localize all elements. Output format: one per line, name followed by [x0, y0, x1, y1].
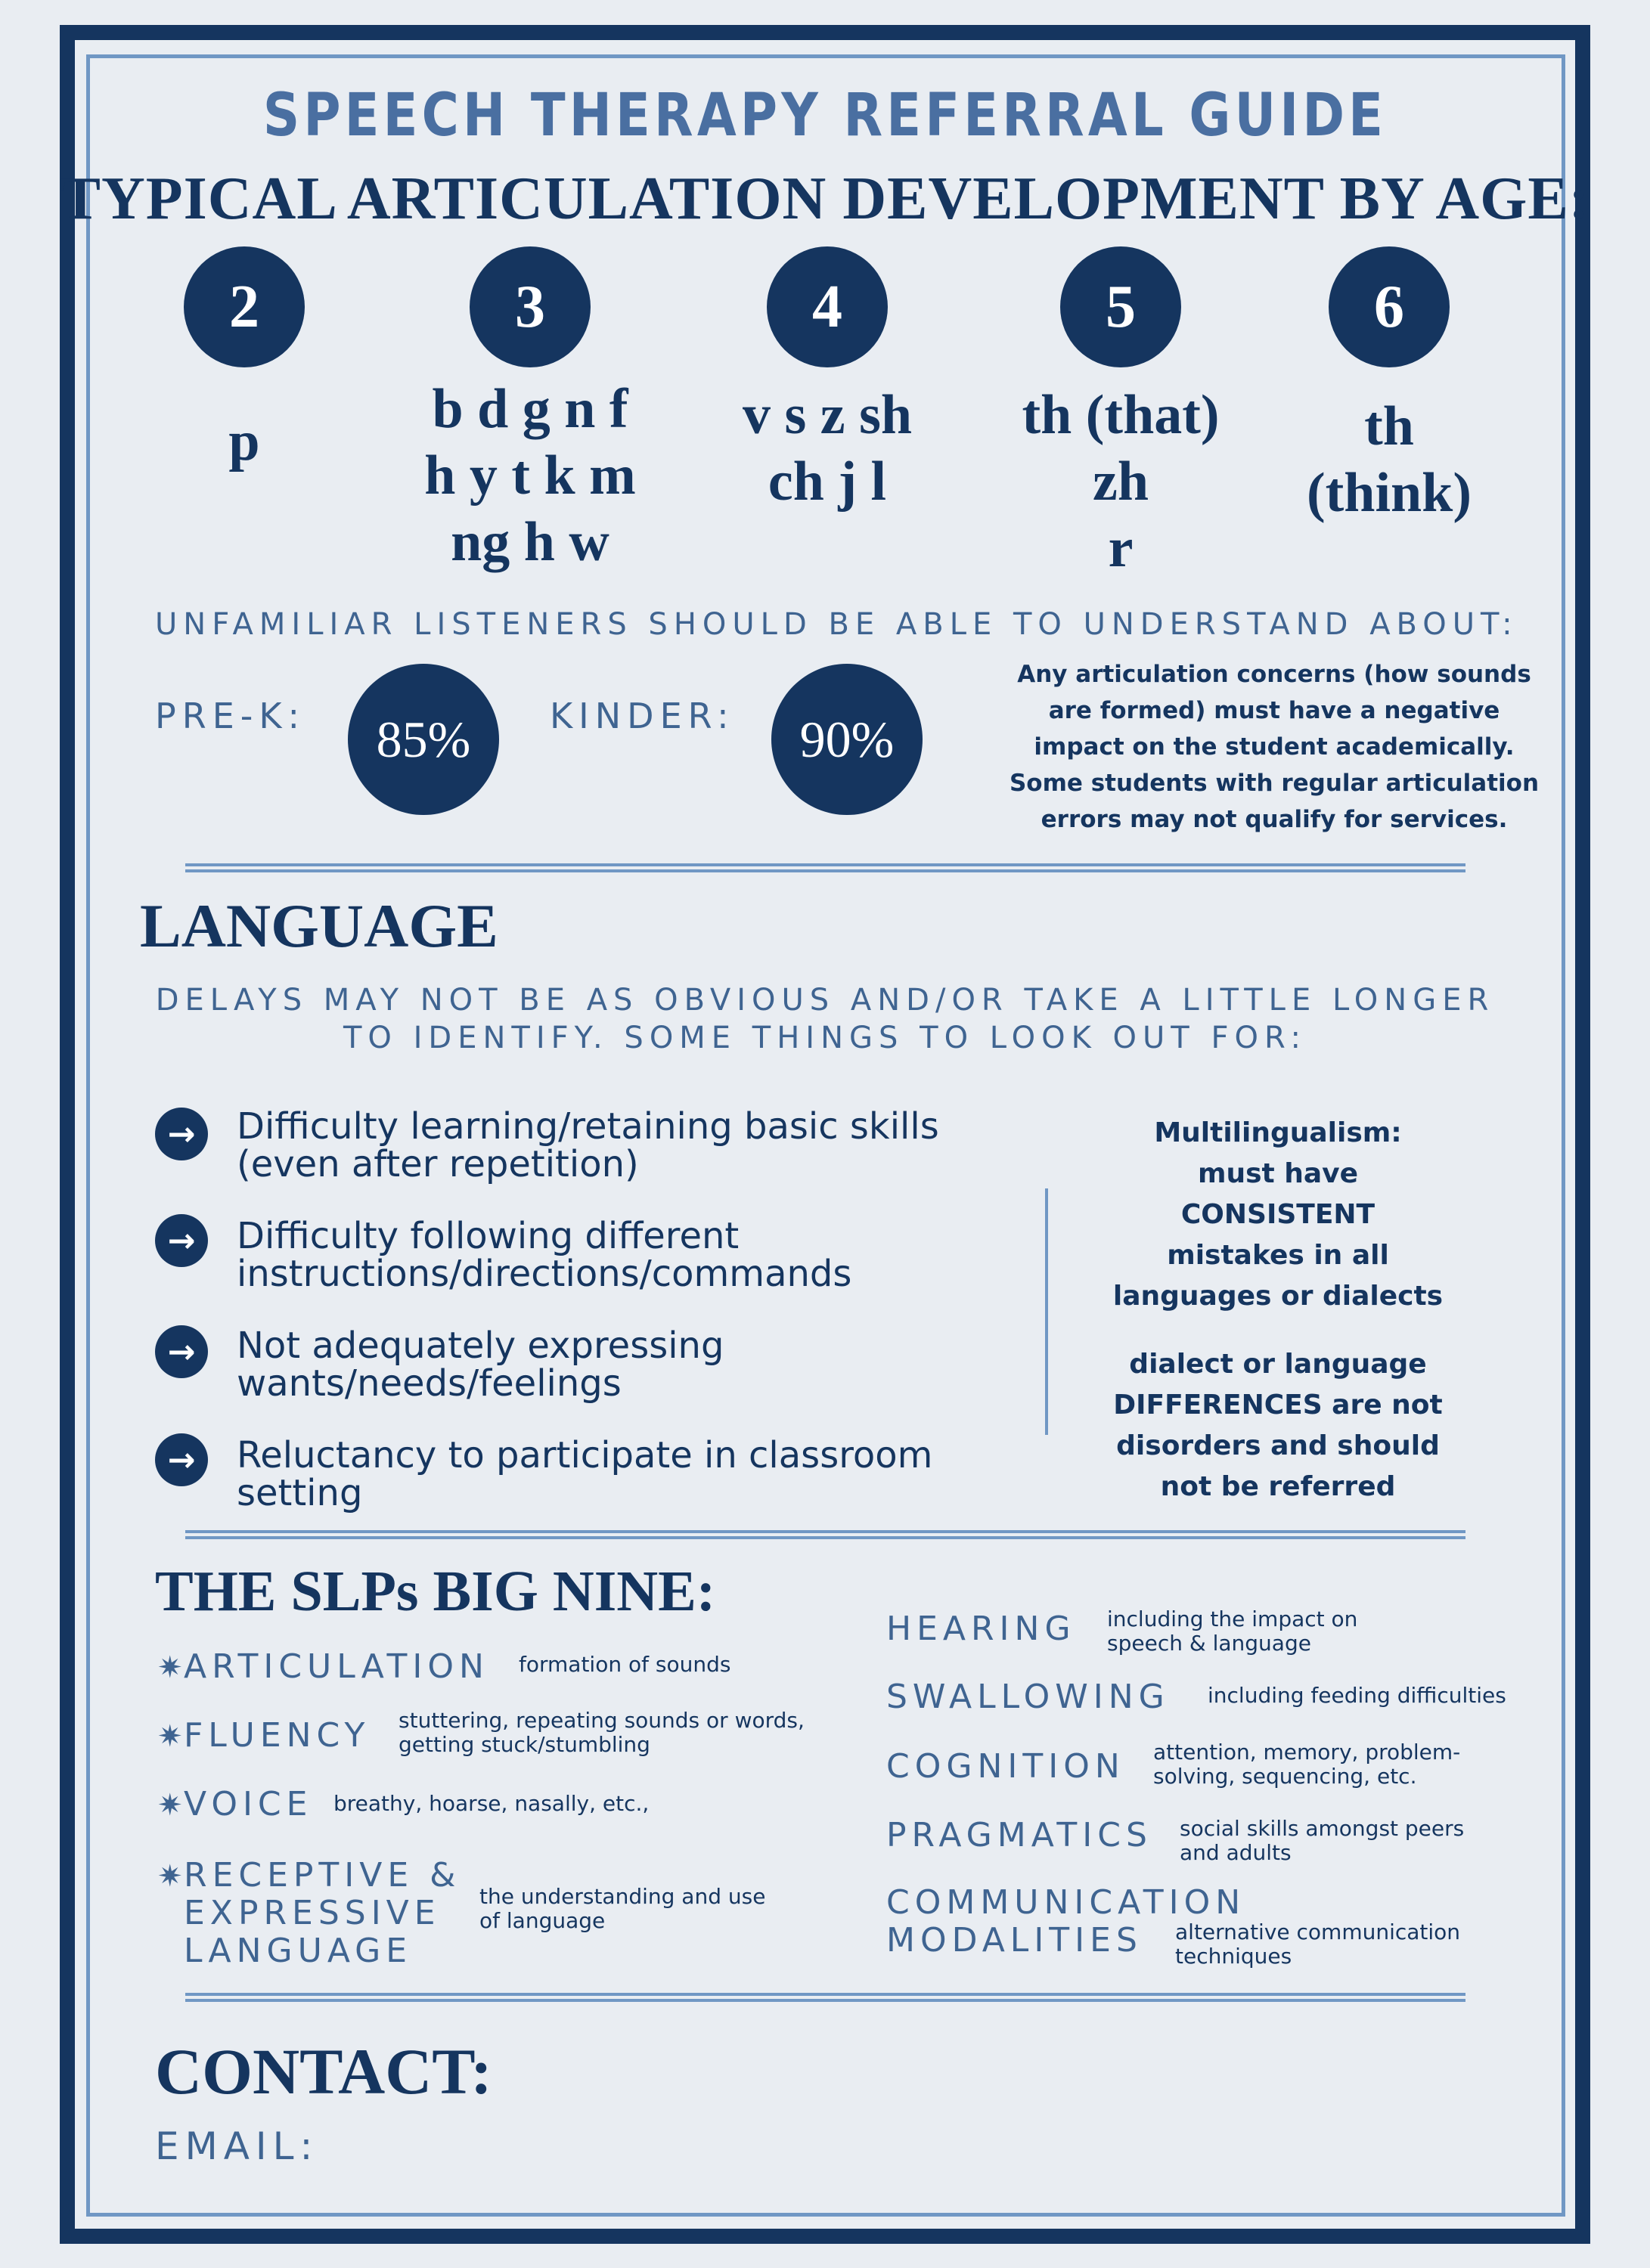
- star-icon: ✷: [157, 1719, 183, 1754]
- side-line: must have: [1197, 1158, 1359, 1189]
- sound-line: h y t k m: [424, 445, 636, 507]
- category-cognition: [886, 1748, 1125, 1786]
- category-description: [1180, 1817, 1464, 1865]
- age-6-circle: 6: [1329, 246, 1450, 367]
- category-line: EXPRESSIVE: [184, 1894, 441, 1932]
- sound-line: zh: [1093, 451, 1149, 513]
- category-voice: [184, 1786, 312, 1823]
- dialect-note: [1089, 1344, 1467, 1507]
- arrow-right-icon: →: [155, 1108, 208, 1160]
- category-line: FLUENCY: [184, 1716, 371, 1755]
- item-line: (even after repetition): [237, 1143, 639, 1185]
- warning-item: [237, 1436, 932, 1512]
- side-line: DIFFERENCES are not: [1113, 1390, 1443, 1421]
- desc-line: and adults: [1180, 1840, 1292, 1865]
- note-line: errors may not qualify for services.: [1041, 806, 1508, 833]
- side-line: not be referred: [1160, 1471, 1396, 1502]
- note-line: Any articulation concerns (how sounds: [1017, 661, 1531, 688]
- arrow-right-icon: →: [155, 1433, 208, 1486]
- category-line: HEARING: [886, 1610, 1076, 1648]
- age-3-sounds: [379, 376, 681, 575]
- item-line: Difficulty learning/retaining basic skills: [237, 1105, 939, 1148]
- language-intro: [113, 981, 1537, 1057]
- warning-item: [237, 1105, 939, 1185]
- item-line: instructions/directions/commands: [237, 1253, 852, 1295]
- sound-line: p: [228, 411, 260, 472]
- desc-line: alternative communication: [1175, 1919, 1461, 1944]
- desc-line: social skills amongst peers: [1180, 1816, 1465, 1841]
- intro-line: TO IDENTIFY. SOME THINGS TO LOOK OUT FOR:: [343, 1021, 1307, 1055]
- age-6-sounds: [1238, 393, 1540, 526]
- category-line: ARTICULATION: [184, 1647, 489, 1686]
- section-divider: [185, 1530, 1465, 1539]
- side-line: dialect or language: [1129, 1349, 1427, 1380]
- category-description: [519, 1653, 730, 1677]
- vertical-divider: [1045, 1188, 1048, 1435]
- desc-line: getting stuck/stumbling: [399, 1732, 650, 1757]
- star-icon: ✷: [157, 1650, 183, 1685]
- category-line: VOICE: [184, 1785, 313, 1823]
- warning-item: [237, 1217, 851, 1293]
- desc-line: stuttering, repeating sounds or words,: [399, 1708, 805, 1733]
- category-line: MODALITIES: [886, 1921, 1143, 1960]
- desc-line: techniques: [1175, 1944, 1292, 1969]
- category-articulation: [184, 1648, 489, 1686]
- warning-item: [237, 1325, 724, 1405]
- category-pragmatics: [886, 1817, 1152, 1854]
- star-icon: ✷: [157, 1859, 183, 1894]
- contact-heading: CONTACT:: [155, 2035, 492, 2108]
- category-description: [479, 1885, 765, 1933]
- category-receptive-expressive-language: [184, 1857, 461, 1970]
- category-swallowing: [886, 1678, 1170, 1716]
- desc-line: including feeding difficulties: [1208, 1683, 1506, 1708]
- category-description: [399, 1709, 805, 1757]
- desc-line: the understanding and use: [479, 1884, 766, 1909]
- sound-line: r: [1108, 517, 1134, 579]
- category-hearing: [886, 1610, 1076, 1648]
- category-line: LANGUAGE: [184, 1932, 413, 1970]
- desc-line: attention, memory, problem-: [1153, 1740, 1461, 1765]
- item-line: wants/needs/feelings: [237, 1362, 622, 1405]
- age-4-sounds: [676, 382, 979, 515]
- category-line: COGNITION: [886, 1747, 1125, 1786]
- item-line: Difficulty following different: [237, 1215, 740, 1257]
- arrow-right-icon: →: [155, 1325, 208, 1378]
- articulation-note: [953, 656, 1596, 838]
- note-line: are formed) must have a negative: [1048, 697, 1500, 724]
- side-line: CONSISTENT: [1180, 1199, 1376, 1230]
- category-description: [1107, 1607, 1357, 1656]
- desc-line: breathy, hoarse, nasally, etc.,: [333, 1791, 650, 1816]
- language-heading: LANGUAGE: [140, 891, 498, 960]
- side-line: languages or dialects: [1112, 1281, 1444, 1312]
- page-title: SPEECH THERAPY REFERRAL GUIDE: [262, 82, 1388, 150]
- item-line: Not adequately expressing: [237, 1325, 724, 1367]
- kinder-percent: 90%: [771, 664, 923, 815]
- category-description: [1208, 1684, 1506, 1708]
- age-5-sounds: [969, 382, 1272, 581]
- desc-line: formation of sounds: [519, 1652, 731, 1677]
- side-line: disorders and should: [1116, 1430, 1440, 1461]
- desc-line: including the impact on: [1107, 1606, 1358, 1631]
- sound-line: ch j l: [768, 451, 887, 513]
- item-line: Reluctancy to participate in classroom: [237, 1434, 933, 1476]
- category-line: RECEPTIVE &: [184, 1856, 461, 1895]
- intelligibility-heading: UNFAMILIAR LISTENERS SHOULD BE ABLE TO UNDERSTAND ABOUT:: [155, 607, 1518, 642]
- category-line: SWALLOWING: [886, 1678, 1170, 1716]
- side-line: mistakes in all: [1167, 1240, 1389, 1271]
- age-5-circle: 5: [1060, 246, 1181, 367]
- category-description: [1175, 1920, 1460, 1969]
- item-line: setting: [237, 1472, 363, 1514]
- age-3-circle: 3: [470, 246, 591, 367]
- desc-line: speech & language: [1107, 1631, 1311, 1656]
- sound-line: ng h w: [451, 511, 609, 573]
- intro-line: DELAYS MAY NOT BE AS OBVIOUS AND/OR TAKE A LITTLE LONGER: [155, 983, 1495, 1018]
- category-description: [333, 1792, 649, 1816]
- sound-line: (think): [1307, 462, 1472, 524]
- prek-label: PRE-K:: [155, 696, 306, 736]
- multilingual-note: [1089, 1113, 1467, 1317]
- arrow-right-icon: →: [155, 1214, 208, 1267]
- kinder-label: KINDER:: [550, 696, 735, 736]
- desc-line: of language: [479, 1908, 606, 1933]
- section-divider: [185, 1993, 1465, 2002]
- sound-line: v s z sh: [742, 384, 913, 446]
- note-line: impact on the student academically.: [1034, 733, 1515, 761]
- sound-line: th: [1364, 395, 1414, 457]
- category-fluency: [184, 1717, 370, 1755]
- sound-line: th (that): [1022, 384, 1220, 446]
- email-label: EMAIL:: [155, 2124, 319, 2168]
- age-2-circle: 2: [184, 246, 305, 367]
- star-icon: ✷: [157, 1788, 183, 1823]
- desc-line: solving, sequencing, etc.: [1153, 1764, 1417, 1789]
- note-line: Some students with regular articulation: [1009, 770, 1540, 797]
- category-description: [1153, 1740, 1460, 1789]
- category-line: COMMUNICATION: [886, 1883, 1246, 1922]
- side-line: Multilingualism:: [1154, 1117, 1402, 1148]
- age-2-sounds: [93, 408, 395, 475]
- articulation-heading: TYPICAL ARTICULATION DEVELOPMENT BY AGE:: [60, 166, 1590, 232]
- section-divider: [185, 863, 1465, 872]
- age-4-circle: 4: [767, 246, 888, 367]
- prek-percent: 85%: [348, 664, 499, 815]
- big-nine-heading: THE SLPs BIG NINE:: [155, 1560, 716, 1623]
- category-line: PRAGMATICS: [886, 1816, 1152, 1854]
- sound-line: b d g n f: [432, 378, 628, 440]
